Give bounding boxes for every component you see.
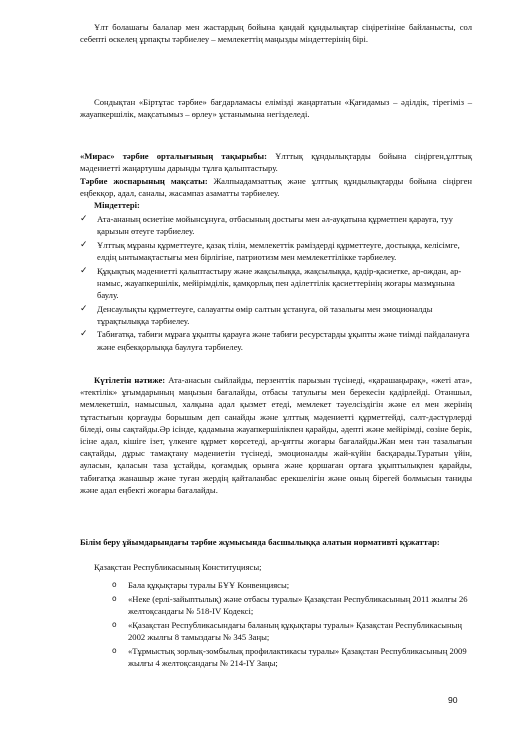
checkmark-icon: ✓ [80, 329, 88, 340]
legal-heading: Білім беру ұйымдарындағы тәрбие жұмысында басшылыққа алатын нормативті құжаттар: [80, 537, 440, 547]
checkmark-icon: ✓ [80, 214, 88, 224]
expected-result-text: Ата-анасын сыйлайды, перзенттік парызын түсінеді, «қарашаңырақ», «жеті ата», «тектілік» ұғымдарының маңызын бағалайды, отбасы татулығы мен берекесін қадірлейді. Отаншыл, мемлекетшіл, намысшыл, халқына адал қызмет етеді, мемлекет тәуелсіздігін және ел мен жерінің тұтастығын қорғауды борышым деп санайды және ұлттық мәдениетті құрметтейді, салт-дәстүрлерді біледі, оны сақтайды.Әр ісінде, қадамына жауапкершілікпен қарайды, әдепті және мейірімді, сөзіне берік, ісіне адал, кішіге ізет, үлкенге құрмет көрсетеді, ар-ұятты жоғары бағалайды.Жан мен тән тазалығын сақтайды, дұрыс тамақтану мәдениетін түсінеді, эмоционалды жай-күйін басқарады.Туратын үйін, ауласын, қаласын таза ұстайды, қоғамдық орынға және қоршаған ортаға ұқыптылықпен қарайды, табиғатқа жанашыр және туған жердің қайталанбас ерекшелігін және оның бірегей болмысын таниды және адал еңбекті жоғары бағалайды. [80, 375, 472, 495]
constitution-line: Қазақстан Республикасының Конституциясы; [94, 562, 262, 572]
goal-paragraph [80, 175, 472, 199]
task-text: Табиғатқа, табиғи мұраға ұқыпты қарауға және табиғи ресурстарды ұқыпты және тиімді пайдалануға және еңбекқорлыққа баулуға тәрбиелеу. [97, 329, 470, 352]
legal-item [112, 645, 472, 669]
circle-bullet-icon: o [112, 580, 117, 589]
legal-item-text: «Қазақстан Республикасындағы баланың құқықтары туралы» Қазақстан Республикасының 2002 жылғы 8 тамыздағы № 345 Заңы; [128, 620, 463, 642]
task-item [80, 328, 472, 352]
checkmark-icon: ✓ [80, 303, 88, 314]
task-text: Ата-ананың өсиетіне мойынсұнуға, отбасының достығы мен әл-ауқатына құрметпен қарауға, туу қарызын өтеуге тәрбиелеу. [97, 214, 453, 237]
goal-text: Жалпыадамзаттық және ұлттық құндылықтарды бойына сіңірген еңбекқор, адал, саналы, жасампаз азаматты тәрбиелеу. [80, 176, 472, 199]
task-item [80, 239, 472, 263]
expected-result-paragraph [80, 374, 472, 496]
legal-item-text: Бала құқықтары туралы БҰҰ Конвенциясы; [128, 580, 290, 590]
legal-item [112, 619, 472, 643]
circle-bullet-icon: o [112, 594, 117, 603]
legal-item [112, 579, 472, 591]
theme-title: «Мирас» тәрбие орталығының тақырыбы: [80, 151, 267, 161]
task-text: Ұлттық мұраны құрметтеуге, қазақ тілін, мемлекеттік рәміздерді құрметтеуге, достыққа, келісімге, елдің ынтымақтастығы мен бірлігіне, патриотизм мен мемлекеттілікке тәрбиелеу. [97, 239, 460, 262]
tasks-list [80, 213, 472, 354]
intro-paragraph-2: Сондықтан «Біртұтас тәрбие» бағдарламасы елімізді жаңартатын «Қағидамыз – әділдік, тірегіміз – жауапкершілік, мақсатымыз – өрлеу» ұстанымына негізделеді. [80, 97, 472, 120]
circle-bullet-icon: o [112, 620, 117, 629]
intro-paragraph-1: Ұлт болашағы балалар мен жастардың бойына қандай құндылықтар сіңіретініне байланысты, сол себепті өскелең ұрпақты тәрбиелеу – мемлекеттің маңызды міндеттерінің бірі. [80, 22, 472, 45]
tasks-heading: Міндеттері: [94, 200, 140, 210]
theme-paragraph [80, 150, 472, 174]
checkmark-icon: ✓ [80, 239, 88, 250]
task-item [80, 303, 472, 327]
legal-item-text: «Неке (ерлі-зайыптылық) және отбасы туралы» Қазақстан Республикасының 2011 жылғы 26 желтоқсандағы № 518-ІV Кодексі; [128, 594, 468, 616]
circle-bullet-icon: o [112, 646, 117, 655]
task-text: Құқықтық мәдениетті қалыптастыру және жақсылыққа, жақсылыққа, қадір-қасиетке, ар-ождан, ар-намыс, жауапкершілік, мейірімділік, қамқорлық пен әділеттілік қасиеттерінің жоғары мазмұнына баулу. [97, 265, 462, 300]
checkmark-icon: ✓ [80, 265, 88, 276]
legal-documents-list [112, 579, 472, 671]
task-item [80, 213, 472, 237]
page-number: 90 [448, 695, 458, 705]
expected-result-title: Күтілетін нәтиже: [94, 375, 166, 385]
task-item [80, 265, 472, 302]
theme-text: Ұлттық құндылықтарды бойына сіңірген,ұлттық мәдениетті жаңартушы дарынды тұлға қалыптастыру. [80, 151, 473, 174]
goal-title: Тәрбие жоспарының мақсаты: [80, 176, 208, 186]
legal-item [112, 593, 472, 617]
task-text: Денсаулықты құрметтеуге, салауатты өмір салтын ұстануға, ой тазалығы мен эмоционалды тұрақтылыққа тәрбиелеу. [97, 303, 433, 326]
legal-item-text: «Тұрмыстық зорлық-зомбылық профилактикасы туралы» Қазақстан Республикасының 2009 жылғы 4 желтоқсандағы № 214-IY Заңы; [128, 646, 467, 668]
